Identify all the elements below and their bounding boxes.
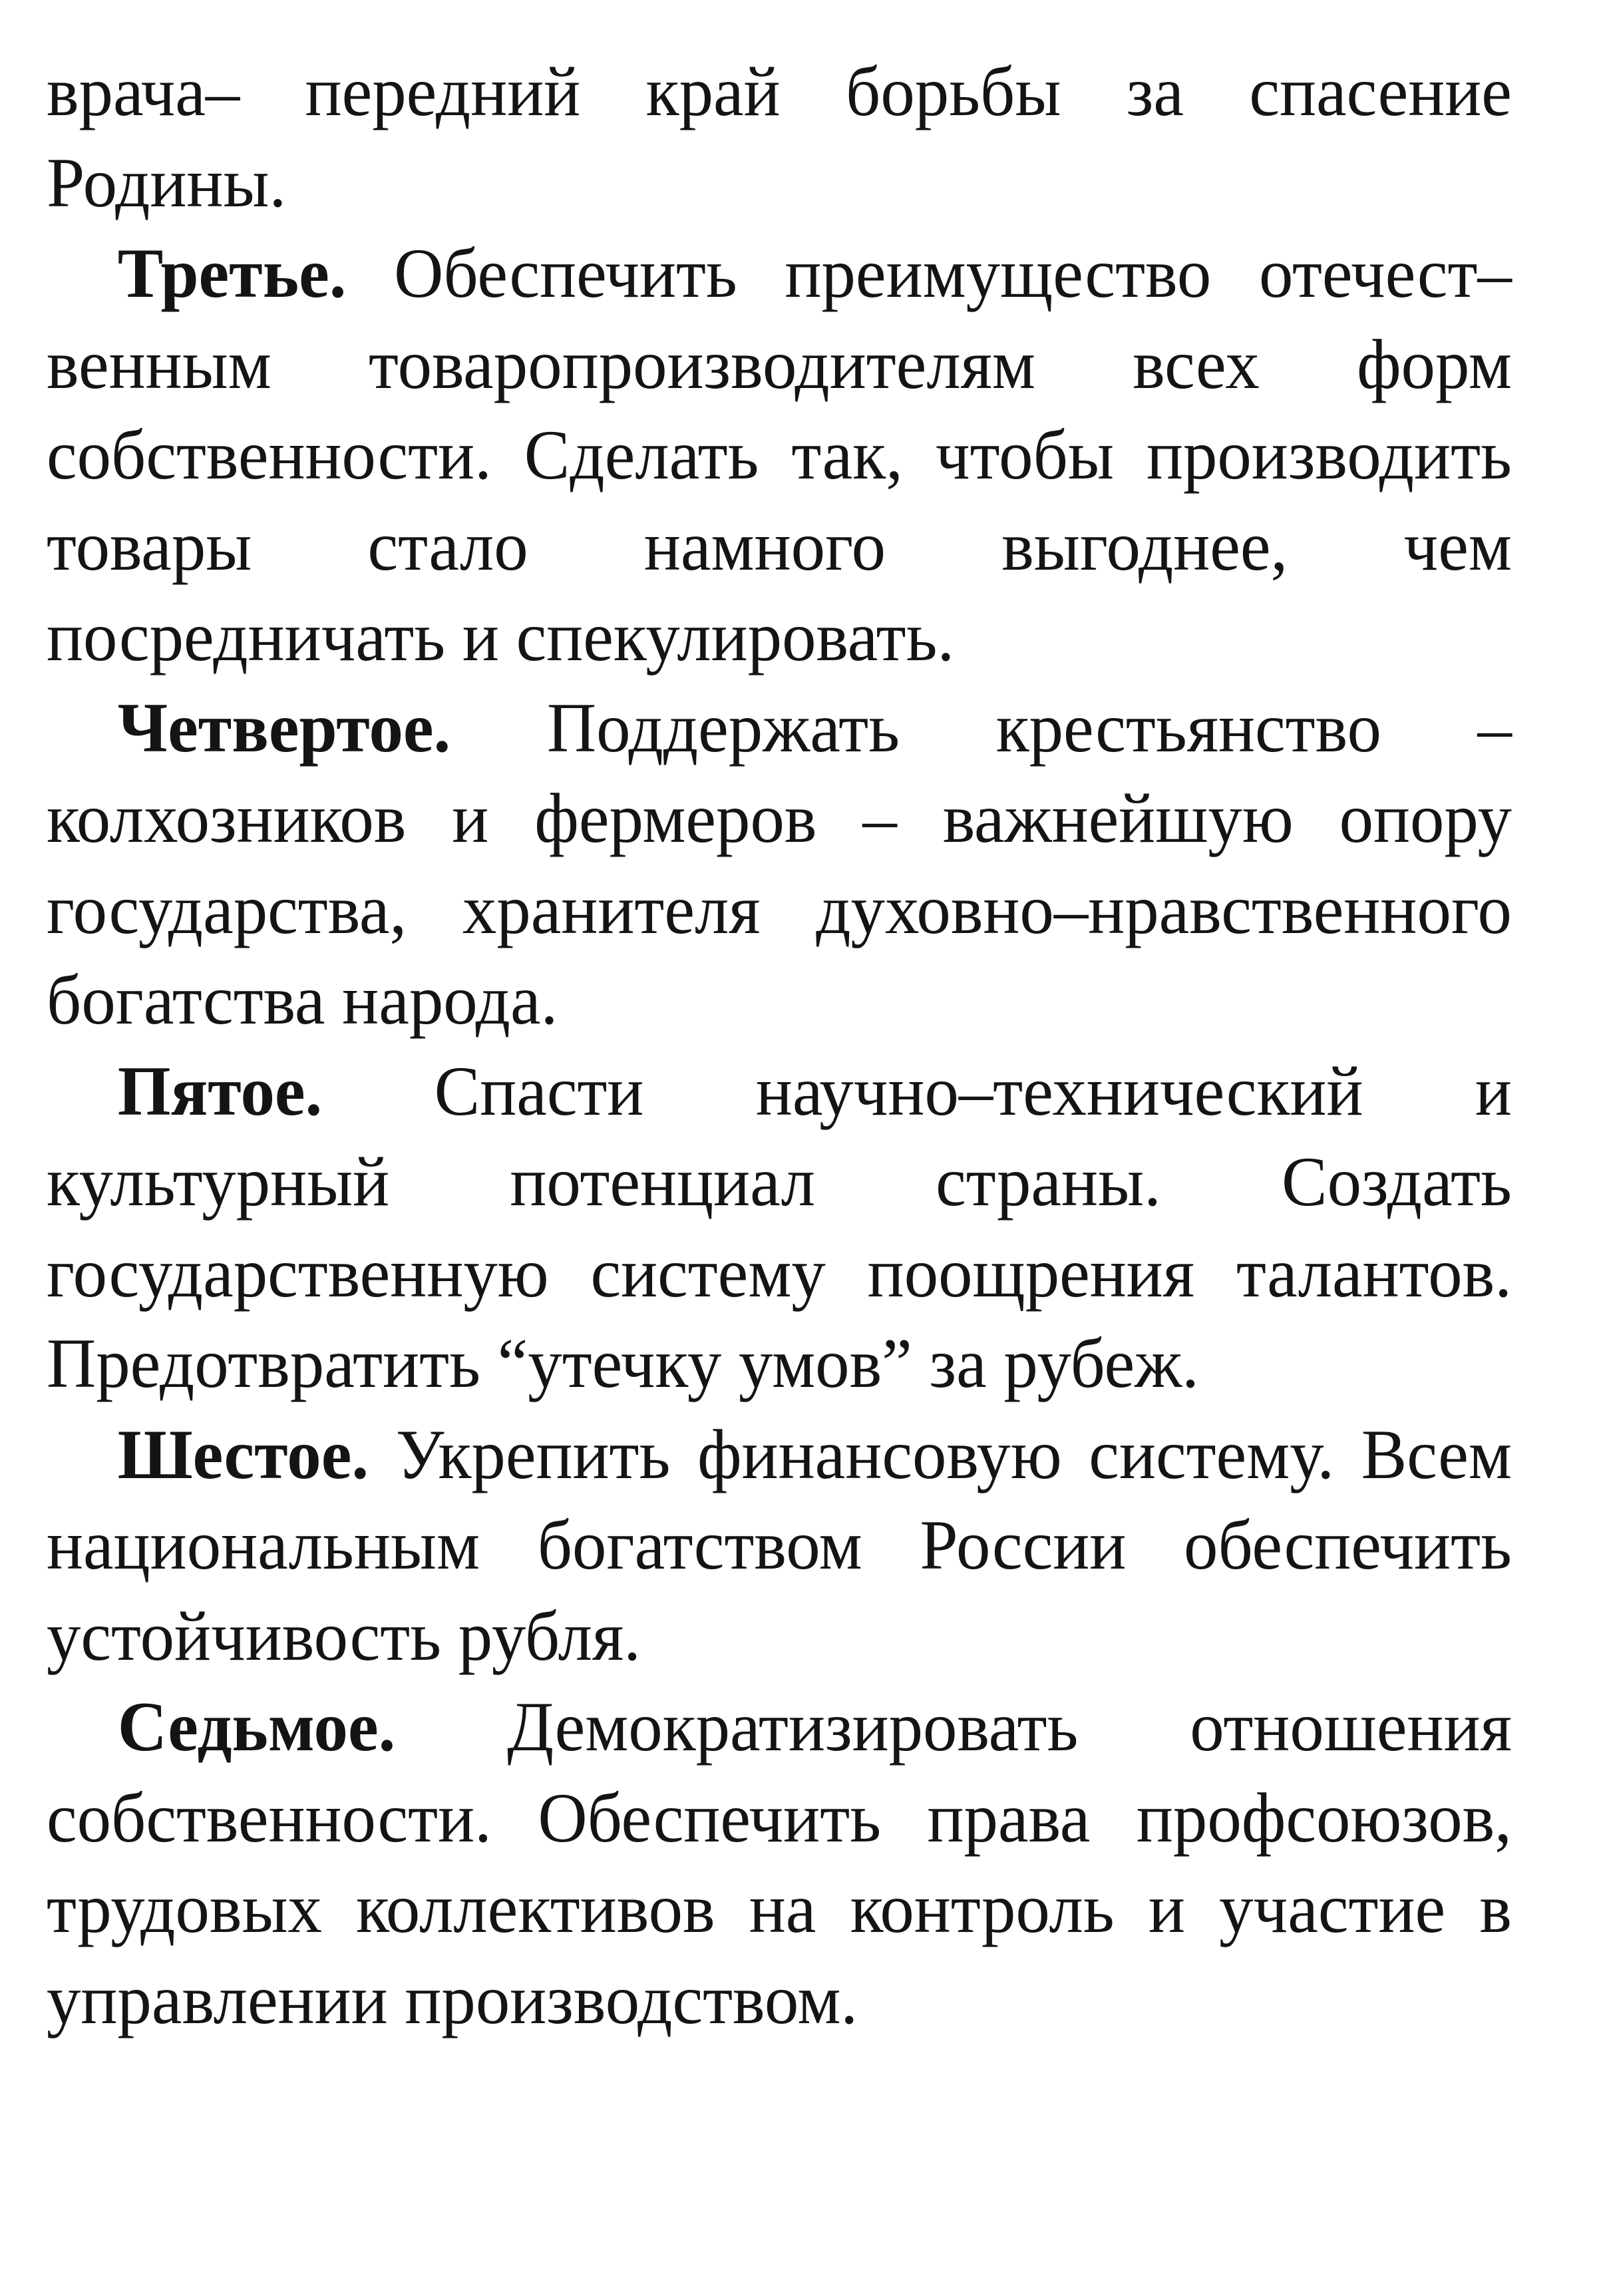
paragraph-lead: Четвертое. — [117, 688, 451, 767]
paragraph-fifth — [47, 1046, 1512, 1410]
paragraph-continuation — [47, 47, 1512, 228]
paragraph-text: Обеспечить преимущество отечест–венным товаропроизводителям всех форм собственности. Сделать так, чтобы производить товары стало намного выгоднее, чем посредничать и спекулировать. — [47, 234, 1512, 675]
paragraph-text: Спасти научно–технический и культурный потенциал страны. Создать государственную систему поощрения талантов. Предотвратить “утечку умов” за рубеж. — [47, 1052, 1512, 1402]
paragraph-fourth — [47, 683, 1512, 1046]
paragraph-text: врача– передний край борьбы за спасение Родины. — [47, 53, 1512, 222]
paragraph-lead: Шестое. — [117, 1415, 369, 1493]
paragraph-lead: Третье. — [117, 234, 347, 312]
paragraph-lead: Пятое. — [117, 1052, 323, 1130]
paragraph-seventh — [47, 1682, 1512, 2045]
paragraph-lead: Седьмое. — [117, 1688, 396, 1766]
paragraph-text: Укрепить финансовую систему. Всем национальным богатством России обеспечить устойчивость рубля. — [47, 1415, 1512, 1675]
paragraph-third — [47, 228, 1512, 683]
paragraph-text: Демократизировать отношения собственности. Обеспечить права профсоюзов, трудовых коллективов на контроль и участие в управлении производством. — [47, 1688, 1512, 2038]
paragraph-sixth — [47, 1410, 1512, 1682]
document-page — [47, 47, 1512, 2045]
paragraph-text: Поддержать крестьянство – колхозников и фермеров – важнейшую опору государства, хранителя духовно–нравственного богатства народа. — [47, 688, 1512, 1039]
